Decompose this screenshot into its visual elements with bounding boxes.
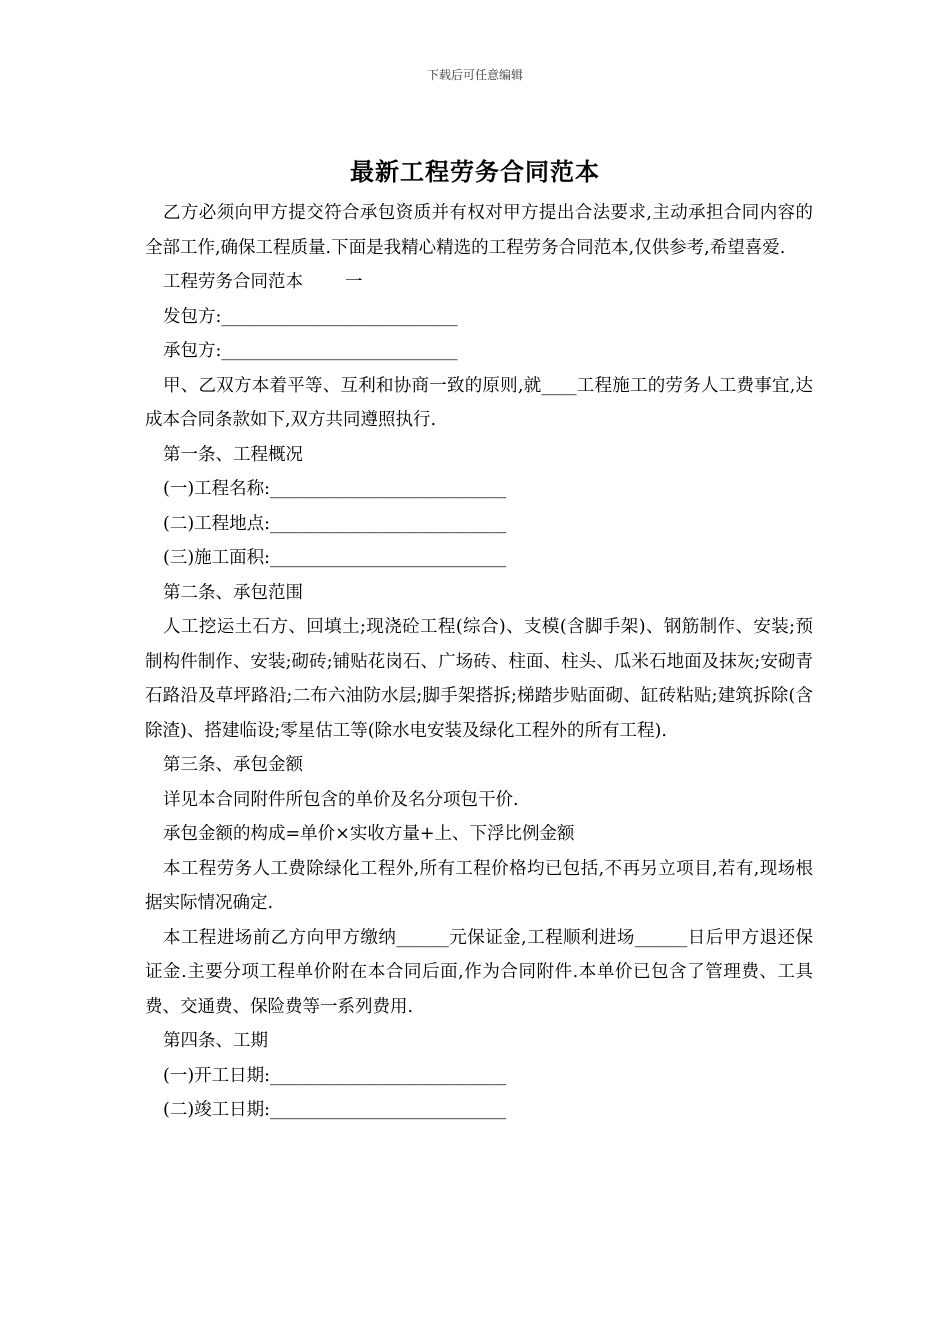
project-name-line: (一)工程名称:___________________________ [163, 479, 507, 499]
construction-area-line: (三)施工面积:___________________________ [163, 548, 507, 568]
article-2-heading: 第二条、承包范围 [163, 582, 303, 603]
project-location-line: (二)工程地点:___________________________ [163, 513, 507, 534]
labor-cost-paragraph: 本工程劳务人工费除绿化工程外,所有工程价格均已包括,不再另立项目,若有,现场根据实际情况确定. [145, 858, 813, 913]
article-3-heading: 第三条、承包金额 [163, 755, 303, 775]
sample-heading-text: 工程劳务合同范本 [163, 272, 303, 292]
article-1-heading: 第一条、工程概况 [163, 444, 303, 465]
deposit-paragraph: 本工程进场前乙方向甲方缴纳______元保证金,工程顺利进场______日后甲方退还保证金.主要分项工程单价附在本合同后面,作为合同附件.本单价已包含了管理费、工具费、交通费、保险费等一系列费用. [145, 927, 813, 1017]
scope-paragraph: 人工挖运土石方、回填土;现浇砼工程(综合)、支模(含脚手架)、钢筋制作、安装;预制构件制作、安装;砌砖;铺贴花岗石、广场砖、柱面、柱头、瓜米石地面及抹灰;安砌青石路沿及草坪路沿;二布六油防水层;脚手架搭拆;梯踏步贴面砌、缸砖粘贴;建筑拆除(含除渣)、搭建临设;零星估工等(除水电安装及绿化工程外的所有工程). [145, 617, 813, 741]
contractor-line: 承包方:___________________________ [163, 341, 458, 361]
price-composition-line: 承包金额的构成=单价×实收方量+上、下浮比例金额 [163, 824, 575, 844]
intro-paragraph: 乙方必须向甲方提交符合承包资质并有权对甲方提出合法要求,主动承担合同内容的全部工作,确保工程质量.下面是我精心精选的工程劳务合同范本,仅供参考,希望喜爱. [145, 203, 813, 258]
client-line: 发包方:___________________________ [163, 306, 458, 327]
sample-heading [145, 265, 813, 300]
preamble-paragraph: 甲、乙双方本着平等、互利和协商一致的原则,就____工程施工的劳务人工费事宜,达成本合同条款如下,双方共同遵照执行. [145, 375, 813, 430]
sample-number: 一 [345, 272, 363, 292]
document-body [145, 196, 813, 1128]
page-header: 下载后可任意编辑 [426, 68, 523, 82]
document-title: 最新工程劳务合同范本 [350, 157, 600, 186]
article-4-heading: 第四条、工期 [163, 1031, 268, 1051]
start-date-line: (一)开工日期:___________________________ [163, 1065, 507, 1086]
completion-date-line: (二)竣工日期:___________________________ [163, 1100, 507, 1120]
price-reference-line: 详见本合同附件所包含的单价及名分项包干价. [163, 789, 519, 810]
